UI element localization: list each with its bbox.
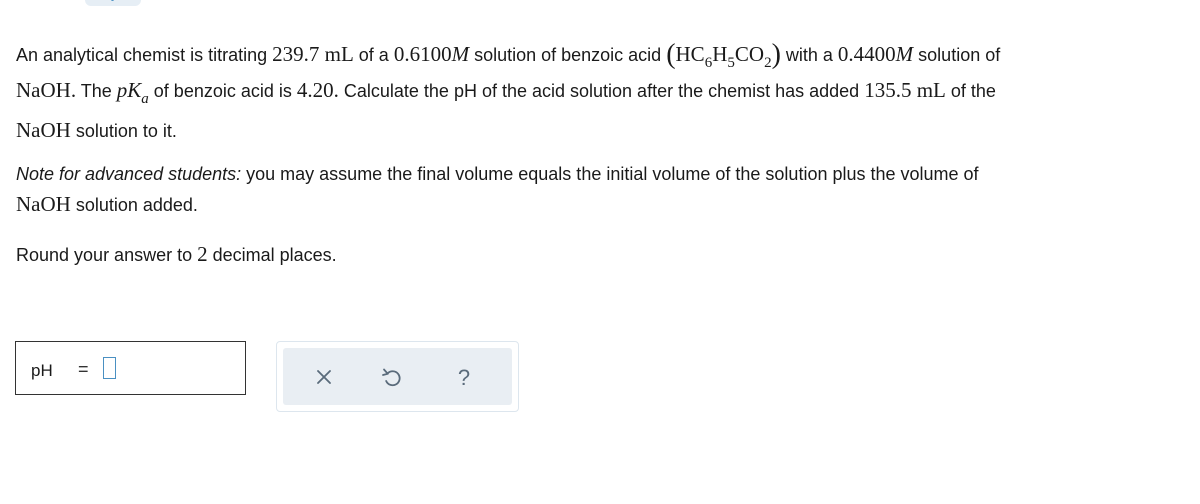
text: of the (945, 81, 996, 101)
undo-button[interactable] (379, 364, 405, 390)
round-instruction (16, 242, 337, 267)
acid-concentration: 0.6100 (393, 42, 452, 66)
paren-open: ( (666, 39, 676, 70)
text: solution to it. (70, 121, 177, 141)
answer-label: pH (31, 361, 53, 380)
benzoic-acid-formula (666, 39, 781, 71)
answer-box (15, 341, 246, 395)
toolbar-panel (283, 348, 512, 405)
note-label: Note for advanced students: (16, 164, 242, 184)
text: An analytical chemist is titrating (16, 45, 273, 65)
note-line-1 (16, 164, 979, 185)
question-line-2 (16, 78, 996, 107)
text: of a (353, 45, 394, 65)
note-text: solution added. (70, 195, 198, 215)
naoh-formula: NaOH. (16, 78, 77, 102)
paren-close: ) (771, 39, 781, 70)
formula-part: CO (734, 42, 765, 66)
text: decimal places. (207, 245, 337, 265)
molar-unit: M (895, 42, 914, 66)
text: solution of (913, 45, 1001, 65)
volume-added: 135.5 mL (864, 78, 946, 102)
volume-acid: 239.7 mL (272, 42, 354, 66)
question-line-1 (16, 37, 1000, 69)
pka-p: p (116, 78, 128, 102)
top-tab[interactable] (85, 0, 141, 6)
naoh-formula: NaOH (16, 192, 71, 216)
tab-dot (111, 0, 114, 1)
base-concentration: 0.4400 (837, 42, 896, 66)
pka-subscript: a (141, 91, 149, 107)
text: of benzoic acid is (148, 81, 297, 101)
decimal-places: 2 (197, 242, 208, 266)
question-icon (451, 364, 477, 390)
ph-answer-input[interactable] (103, 357, 116, 379)
answer-toolbar (276, 341, 519, 412)
note-line-2 (16, 192, 198, 217)
pka-k: K (127, 78, 142, 102)
text: with a (780, 45, 838, 65)
text: Calculate the pH of the acid solution after the chemist has added (338, 81, 865, 101)
formula-subscript: 2 (764, 55, 772, 71)
clear-button[interactable] (311, 364, 337, 390)
formula-subscript: 6 (704, 55, 713, 71)
question-line-3 (16, 118, 177, 143)
undo-icon (379, 364, 405, 390)
formula-subscript: 5 (727, 55, 735, 71)
text: solution of benzoic acid (469, 45, 667, 65)
naoh-formula: NaOH (16, 118, 71, 142)
help-button[interactable] (451, 364, 477, 390)
text: The (76, 81, 117, 101)
x-icon (311, 364, 337, 390)
note-text: you may assume the final volume equals the initial volume of the solution plus the volume of (241, 164, 979, 184)
molar-unit: M (451, 42, 470, 66)
help-glyph: ? (457, 365, 471, 390)
formula-part: HC (675, 42, 705, 66)
text: Round your answer to (16, 245, 198, 265)
formula-part: H (712, 42, 728, 66)
pka-value: 4.20. (296, 78, 339, 102)
equals-sign: = (78, 359, 89, 379)
